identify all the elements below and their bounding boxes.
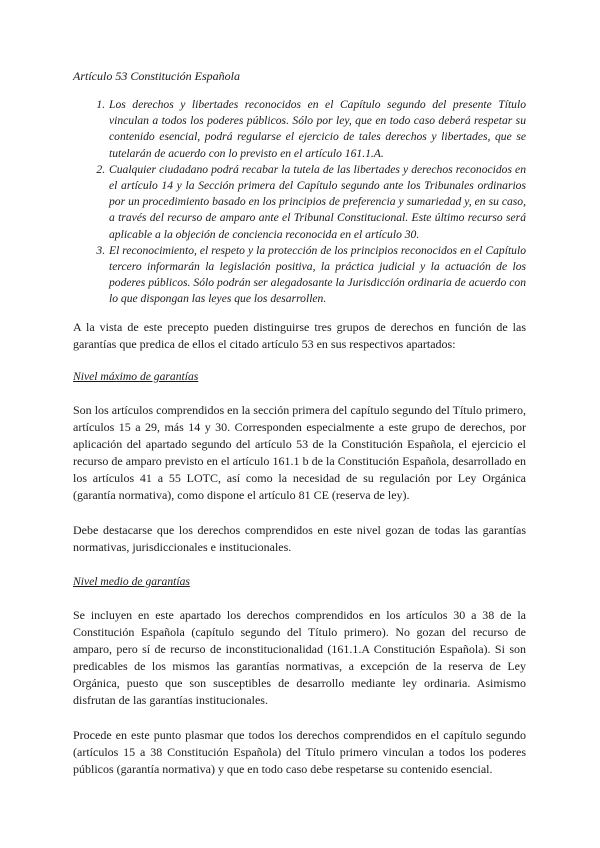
section-heading-max: Nivel máximo de garantías xyxy=(73,369,199,383)
article-item: 2. Cualquier ciudadano podrá recabar la tutela de las libertades y derechos reconocidos en el artículo 14 y la Sección primera del Capítulo segundo ante los Tribunales ordinarios por un procedimiento basado en los principios de preferencia y sumariedad y, en su caso, a través del recurso de amparo ante el Tribunal Constitucional. Este último recurso será aplicable a la objeción de conciencia reconocida en el artículo 30. xyxy=(108,162,526,243)
body-paragraph: Son los artículos comprendidos en la sección primera del capítulo segundo del Título primero, artículos 15 a 29, más 14 y 30. Corresponden especialmente a este grupo de derechos, por aplicación del apartado segundo del artículo 53 de la Constitución Española, el ejercicio el recurso de amparo previsto en el artículo 161.1 b de la Constitución Española, desarrollado en los artículos 41 a 55 LOTC, así como la necesidad de su regulación por Ley Orgánica (garantía normativa), como dispone el artículo 81 CE (reserva de ley). xyxy=(73,402,526,502)
intro-paragraph: A la vista de este precepto pueden distinguirse tres grupos de derechos en función de las garantías que predica de ellos el citado artículo 53 en sus respectivos apartados: xyxy=(73,319,526,351)
body-paragraph: Procede en este punto plasmar que todos los derechos comprendidos en el capítulo segundo (artículos 15 a 38 Constitución Española) del Título primero vinculan a todos los poderes públicos (garantía normativa) y que en todo caso debe respetarse su contenido esencial. xyxy=(73,727,526,776)
article-item: 1. Los derechos y libertades reconocidos en el Capítulo segundo del presente Título vinculan a todos los poderes públicos. Sólo por ley, que en todo caso deberá respetar su contenido esencial, podrá regularse el ejercicio de tales derechos y libertades, que se tutelarán de acuerdo con lo previsto en el artículo 161.1.A. xyxy=(108,97,526,162)
article-item: 3. El reconocimiento, el respeto y la protección de los principios reconocidos en el Capítulo tercero informarán la legislación positiva, la práctica judicial y la actuación de los poderes públicos. Sólo podrán ser alegadosante la Jurisdicción ordinaria de acuerdo con lo que dispongan las leyes que los desarrollen. xyxy=(108,243,526,308)
section-heading-mid: Nivel medio de garantías xyxy=(73,574,190,588)
body-paragraph: Debe destacarse que los derechos comprendidos en este nivel gozan de todas las garantías normativas, jurisdiccionales e institucionales. xyxy=(73,522,526,554)
document-title: Artículo 53 Constitución Española xyxy=(73,69,240,83)
body-paragraph: Se incluyen en este apartado los derechos comprendidos en los artículos 30 a 38 de la Constitución Española (capítulo segundo del Título primero). No gozan del recurso de amparo, pero sí de recurso de inconstitucionalidad (161.1.A Constitución Española). Si son predicables de los mismos las garantías normativas, a excepción de la reserva de Ley Orgánica, puesto que son susceptibles de desarrollo mediante ley ordinaria. Asimismo disfrutan de las garantías institucionales. xyxy=(73,607,526,707)
article-list xyxy=(73,97,526,308)
